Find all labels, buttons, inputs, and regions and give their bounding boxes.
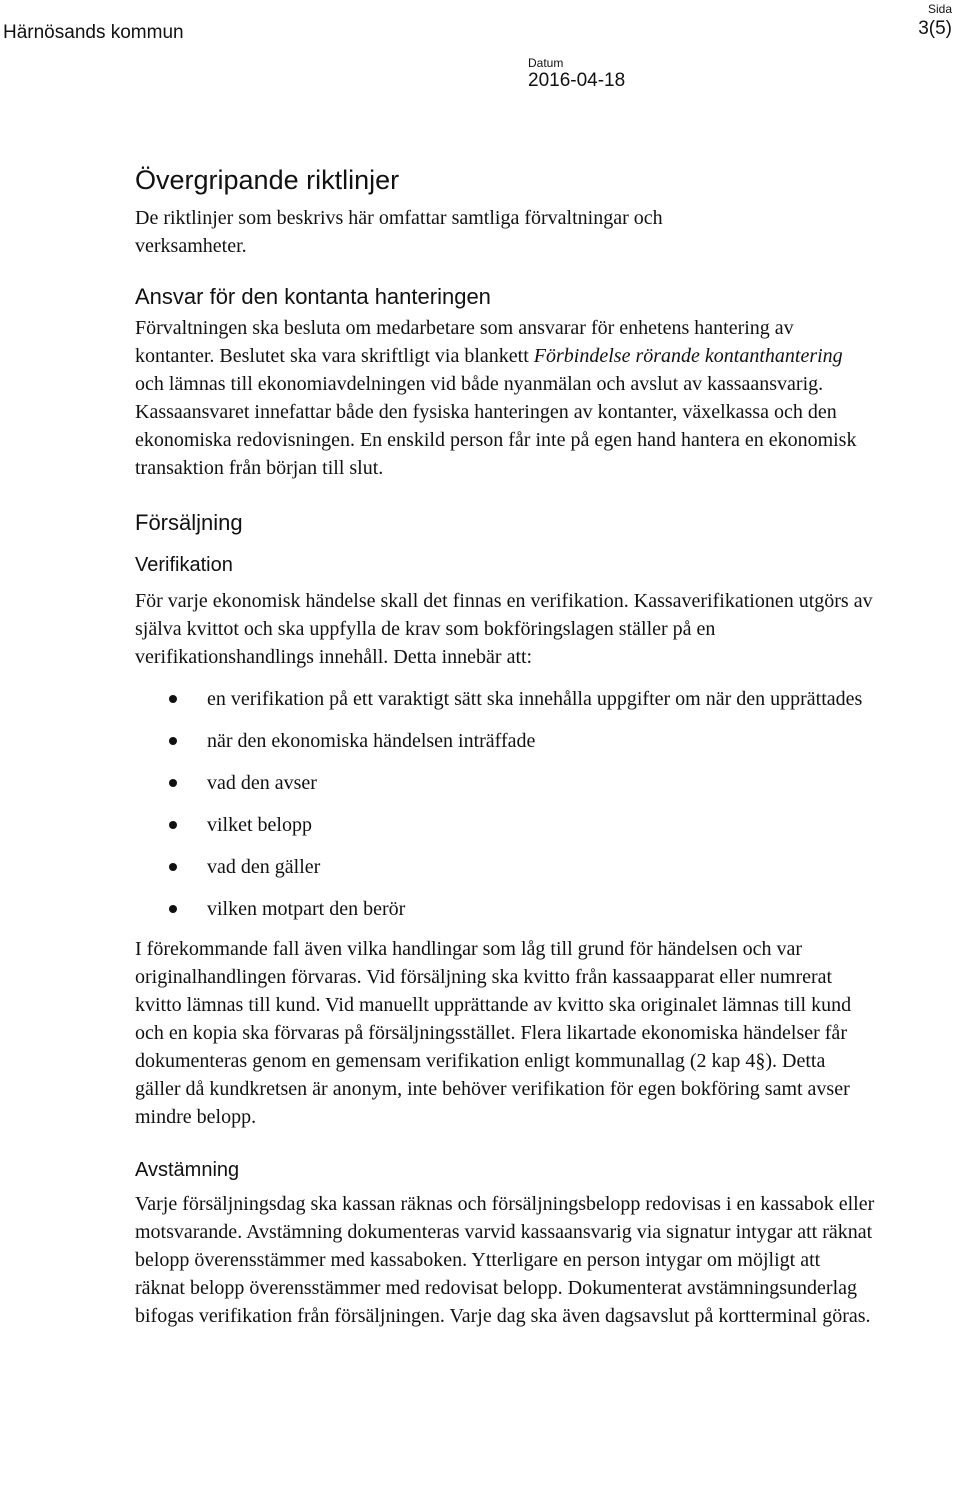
list-item — [135, 727, 895, 755]
list-item — [135, 895, 895, 923]
list-item — [135, 769, 895, 797]
bullet-icon — [169, 695, 177, 703]
list-item-text: vad den gäller — [207, 856, 321, 878]
list-item — [135, 853, 895, 881]
date-value: 2016-04-18 — [528, 70, 626, 91]
verifikation-paragraph: För varje ekonomisk händelse skall det finnas en verifikation. Kassaverifikationen utgörs av själva kvittot och ska uppfylla de krav som bokföringslagen ställer på en verifikationshandlings innehåll. Detta innebär att: — [135, 590, 873, 668]
requirements-list — [135, 685, 895, 923]
main-title: Övergripande riktlinjer — [135, 165, 400, 195]
form-name: Förbindelse rörande kontanthantering — [533, 345, 843, 367]
bullet-icon — [169, 779, 177, 787]
page-number: 3(5) — [918, 18, 952, 39]
date-label: Datum — [528, 56, 564, 70]
intro-text-line1: De riktlinjer som beskrivs här omfattar samtliga förvaltningar och — [135, 207, 663, 229]
ansvar-heading: Ansvar för den kontanta hanteringen — [135, 284, 491, 309]
list-item — [135, 811, 895, 839]
bullet-icon — [169, 905, 177, 913]
organization-name: Härnösands kommun — [3, 22, 184, 43]
bullet-icon — [169, 821, 177, 829]
list-item-text: vilket belopp — [207, 814, 312, 836]
list-item — [135, 685, 895, 713]
ansvar-text-2: och lämnas till ekonomiavdelningen vid både nyanmälan och avslut av kassaansvarig. Kassaansvaret innefattar både den fysiska hanteringen av kontanter, växelkassa och den ekonomiska redovisningen. En enskild person får inte på egen hand hantera en ekonomisk transaktion från början till slut. — [135, 373, 857, 479]
verifikation-paragraph-2: I förekommande fall även vilka handlingar som låg till grund för händelsen och var originalhandlingen förvaras. Vid försäljning ska kvitto från kassaapparat eller numrerat kvitto lämnas till kund. Vid manuellt upprättande av kvitto ska originalet lämnas till kund och en kopia ska förvaras på försäljningsstället. Flera likartade ekonomiska händelser får dokumenteras genom en gemensam verifikation enligt kommunallag (2 kap 4§). Detta gäller då kundkretsen är anonym, inte behöver verifikation för egen bokföring samt avser mindre belopp. — [135, 938, 852, 1128]
page-label: Sida — [927, 2, 952, 16]
list-item-text: vilken motpart den berör — [207, 898, 406, 920]
ansvar-paragraph — [135, 314, 875, 482]
list-item-text: när den ekonomiska händelsen inträffade — [207, 730, 536, 752]
list-item-text: en verifikation på ett varaktigt sätt ska innehålla uppgifter om när den upprättades — [207, 688, 863, 710]
avstamning-heading: Avstämning — [135, 1159, 240, 1181]
list-item-text: vad den avser — [207, 772, 317, 794]
intro-paragraph — [135, 204, 785, 260]
bullet-icon — [169, 737, 177, 745]
verifikation-heading: Verifikation — [135, 554, 233, 576]
document-body — [135, 161, 895, 1330]
bullet-icon — [169, 863, 177, 871]
forsaljning-heading: Försäljning — [135, 510, 243, 535]
intro-text-line2: verksamheter. — [135, 235, 247, 257]
avstamning-paragraph: Varje försäljningsdag ska kassan räknas och försäljningsbelopp redovisas i en kassabok eller motsvarande. Avstämning dokumenteras varvid kassaansvarig via signatur intygar att räknat belopp överensstämmer med kassaboken. Ytterligare en person intygar om möjligt att räknat belopp överensstämmer med redovisat belopp. Dokumenterat avstämningsunderlag bifogas verifikation från försäljningen. Varje dag ska även dagsavslut på kortterminal göras. — [135, 1193, 875, 1327]
ansvar-text-1: Förvaltningen ska besluta om medarbetare som ansvarar för enhetens hantering av kontanter. Beslutet ska vara skriftligt via blankett — [135, 317, 794, 367]
